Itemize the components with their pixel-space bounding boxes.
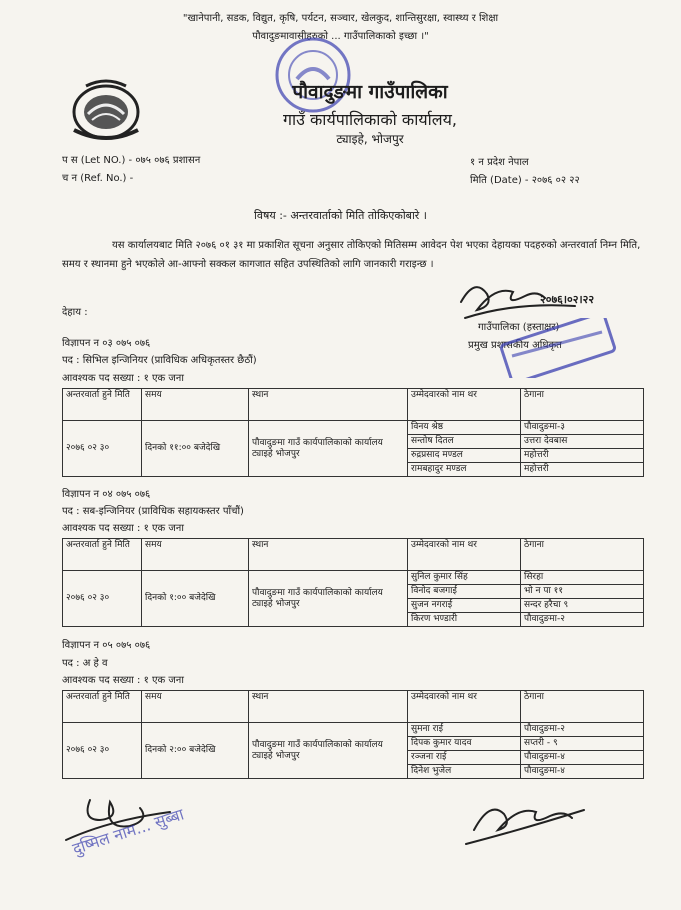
ad-3-required: आवश्यक पद सख्या : १ एक जना: [62, 675, 184, 686]
candidate-name: सुमना राई: [408, 723, 521, 737]
ad-2-table: [62, 538, 644, 627]
header-place: स्थान: [249, 389, 408, 421]
bottom-right-signature-icon: [460, 790, 590, 850]
header-date: अन्तरवार्ता हुने मिति: [63, 691, 142, 723]
candidate-name: विनय श्रेष्ठ: [408, 421, 521, 435]
motto-line-2: पौवादुङमावासीहरुको ... गाउँपालिकाको इच्छा ।": [252, 31, 429, 42]
candidate-address: पौवादुङमा-२: [521, 723, 644, 737]
signatory-title: प्रमुख प्रशासकीय अधिकृत: [468, 340, 562, 351]
candidate-address: महोत्तरी: [521, 463, 644, 477]
interview-date: २०७६ ०२ ३०: [63, 571, 142, 627]
candidate-address: सिरहा: [521, 571, 644, 585]
candidate-name: दिपक कुमार यादव: [408, 737, 521, 751]
letter-number: प स (Let NO.) - ०७५ ०७६ प्रशासन: [62, 155, 201, 166]
body-paragraph: यस कार्यालयबाट मिति २०७६ ०१ ३१ मा प्रकाशित सूचना अनुसार तोकिएको मितिसम्म आवेदन पेश भएका देहायका पदहरुको अन्तरवार्ता निम्न मिति, समय र स्थानमा हुने भएकोले आ-आफ्नो सक्कल कागजात सहित उपस्थितिको लागि जानकारी गराइन्छ ।: [62, 240, 641, 270]
ad-3-post: पद : अ हे व: [62, 658, 108, 669]
candidate-address: उत्तरा देवबास: [521, 435, 644, 449]
ad-2-required: आवश्यक पद सख्या : १ एक जना: [62, 523, 184, 534]
office-subtitle: गाउँ कार्यपालिकाको कार्यालय,: [283, 110, 457, 129]
letter-date: मिति (Date) - २०७६ ०२ २२: [470, 175, 580, 186]
candidate-name: रञ्जना राई: [408, 751, 521, 765]
ad-2-post: पद : सब-इन्जिनियर (प्राविधिक सहायकस्तर पाँचौं): [62, 506, 244, 517]
interview-place: पौवादुङमा गाउँ कार्यपालिकाको कार्यालय ट्याइहे भोजपुर: [249, 571, 408, 627]
header-time: समय: [142, 539, 249, 571]
header-address: ठेगाना: [521, 539, 644, 571]
motto-line-1: "खानेपानी, सडक, विद्युत, कृषि, पर्यटन, सञ्चार, खेलकुद, शान्तिसुरक्षा, स्वास्थ्य र शिक्षा: [182, 13, 499, 24]
candidate-name: सुनिल कुमार सिंह: [408, 571, 521, 585]
handwritten-date: २०७६।०२।२२: [540, 293, 595, 306]
header-time: समय: [142, 389, 249, 421]
interview-time: दिनको २:०० बजेदेखि: [142, 723, 249, 779]
ad-1-table: [62, 388, 644, 477]
province-label: १ न प्रदेश नेपाल: [470, 157, 529, 168]
candidate-address: पौवादुङमा-३: [521, 421, 644, 435]
header-date: अन्तरवार्ता हुने मिति: [63, 539, 142, 571]
interview-place: पौवादुङमा गाउँ कार्यपालिकाको कार्यालय ट्याइहे भोजपुर: [249, 421, 408, 477]
header-time: समय: [142, 691, 249, 723]
header-address: ठेगाना: [521, 389, 644, 421]
candidate-name: रामबहादुर मण्डल: [408, 463, 521, 477]
interview-time: दिनको १:०० बजेदेखि: [142, 571, 249, 627]
interview-date: २०७६ ०२ ३०: [63, 723, 142, 779]
header-candidate: उम्मेदवारको नाम थर: [408, 691, 521, 723]
candidate-name: सन्तोष दितल: [408, 435, 521, 449]
candidate-name: किरण भण्डारी: [408, 613, 521, 627]
subject-line: विषय :- अन्तरवार्ताको मिति तोकिएकोबारे ।: [254, 209, 427, 222]
ad-2-number: विज्ञापन न ०४ ०७५ ०७६: [62, 489, 151, 500]
office-address: ट्याइहे, भोजपुर: [336, 132, 404, 146]
candidate-name: विनोद बजगाई: [408, 585, 521, 599]
candidate-address: सन्दर हरैचा ९: [521, 599, 644, 613]
reference-number: च न (Ref. No.) -: [62, 173, 134, 184]
office-stamp-icon: [498, 318, 618, 378]
interview-place: पौवादुङमा गाउँ कार्यपालिकाको कार्यालय ट्याइहे भोजपुर: [249, 723, 408, 779]
header-address: ठेगाना: [521, 691, 644, 723]
candidate-name: दिनेश भुजेल: [408, 765, 521, 779]
candidate-address: सप्तरी - ९: [521, 737, 644, 751]
interview-time: दिनको ११:०० बजेदेखि: [142, 421, 249, 477]
candidate-address: पौवादुङमा-४: [521, 751, 644, 765]
header-candidate: उम्मेदवारको नाम थर: [408, 389, 521, 421]
ad-1-required: आवश्यक पद सख्या : १ एक जना: [62, 373, 184, 384]
header-date: अन्तरवार्ता हुने मिति: [63, 389, 142, 421]
candidate-name: सुजन नगराई: [408, 599, 521, 613]
candidate-address: भो न पा ११: [521, 585, 644, 599]
ad-1-post: पद : सिभिल इन्जिनियर (प्राविधिक अधिकृतस्तर छैठौं): [62, 355, 257, 366]
header-place: स्थान: [249, 539, 408, 571]
candidate-name: रुद्रप्रसाद मण्डल: [408, 449, 521, 463]
candidate-address: महोत्तरी: [521, 449, 644, 463]
header-place: स्थान: [249, 691, 408, 723]
ad-3-number: विज्ञापन न ०५ ०७५ ०७६: [62, 640, 151, 651]
interview-date: २०७६ ०२ ३०: [63, 421, 142, 477]
header-candidate: उम्मेदवारको नाम थर: [408, 539, 521, 571]
signatory-name: गाउँपालिका (हस्ताक्षर): [478, 322, 560, 333]
office-title: पौवादुङमा गाउँपालिका: [292, 81, 448, 103]
bottom-stamp: दुष्मिल नाम... सुब्बा: [70, 804, 187, 859]
candidate-address: पौवादुङमा-२: [521, 613, 644, 627]
nepal-emblem-icon: [66, 74, 146, 144]
candidate-address: पौवादुङमा-४: [521, 765, 644, 779]
ad-1-number: विज्ञापन न ०३ ०७५ ०७६: [62, 338, 151, 349]
ad-3-table: [62, 690, 644, 779]
dehay-label: देहाय :: [62, 307, 88, 318]
